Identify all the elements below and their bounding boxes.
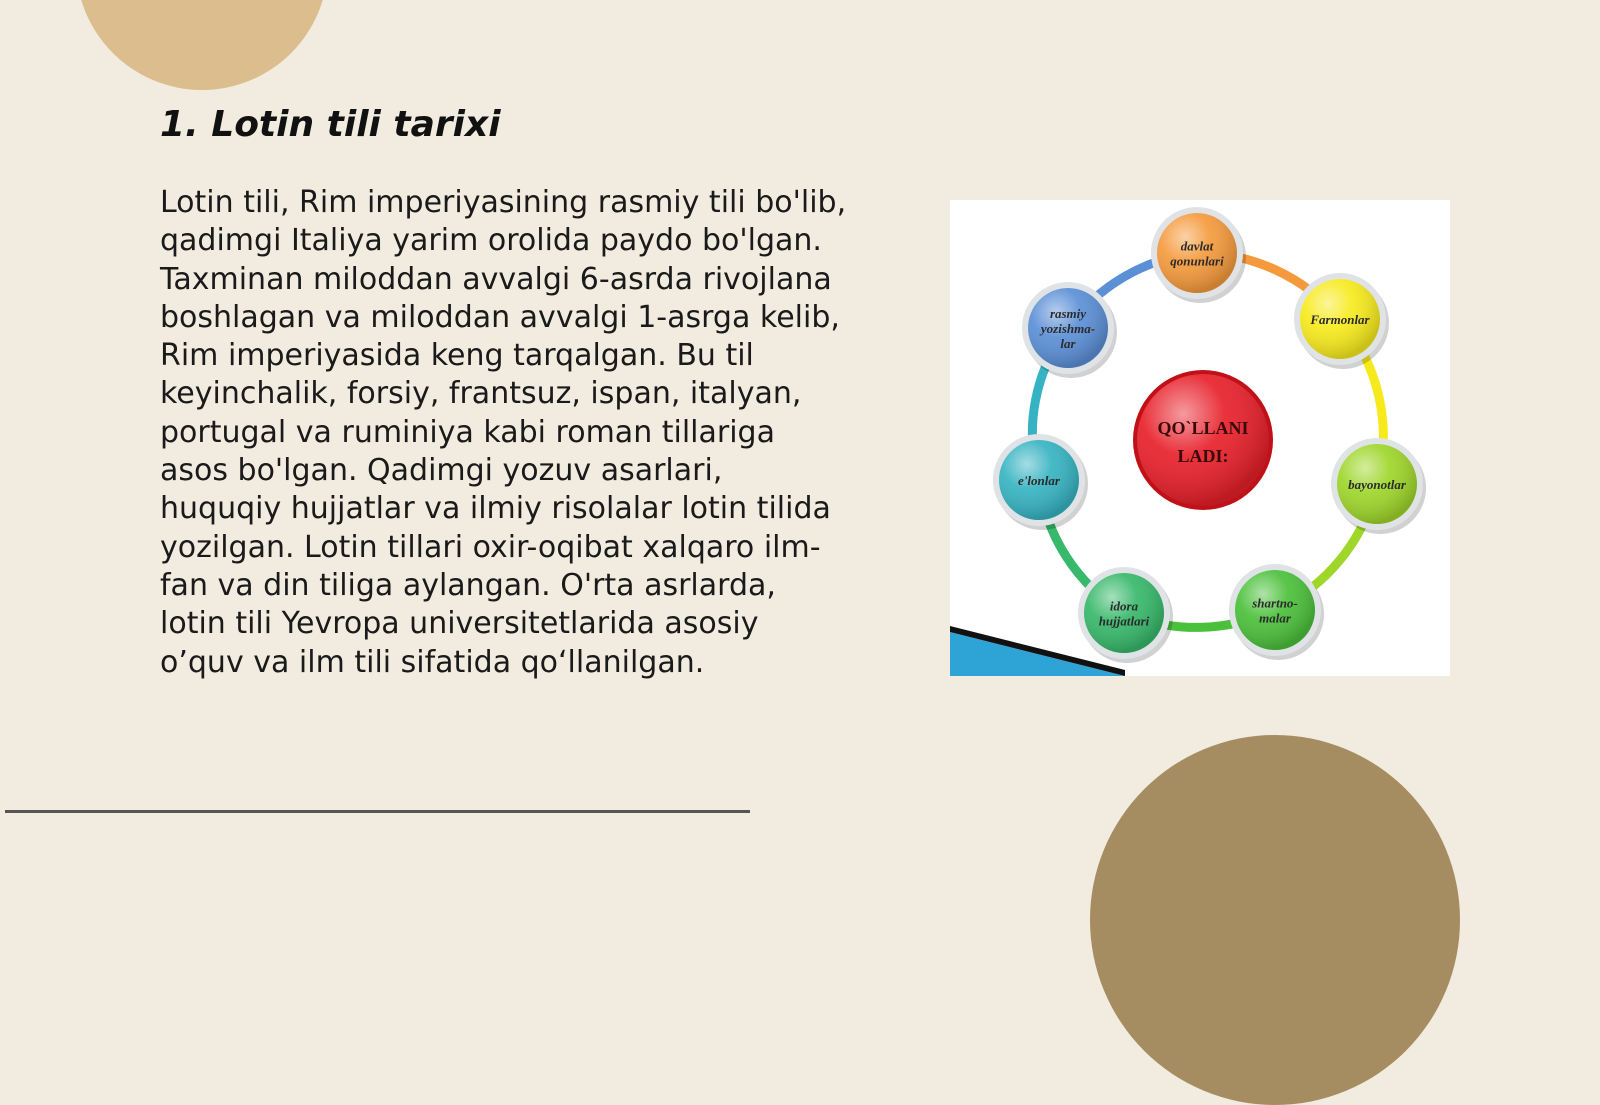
node-label: yozishma-: [1040, 321, 1096, 336]
diagram-node: [1294, 273, 1389, 369]
body-line: qadimgi Italiya yarim orolida paydo bo'lgan.: [160, 223, 822, 259]
diagram-node: [1331, 438, 1426, 534]
node-label: e'lonlar: [1018, 473, 1060, 488]
node-label: rasmiy: [1049, 306, 1087, 321]
diagram-node: [1151, 207, 1246, 303]
body-line: o’quv va ilm tili sifatida qo‘llanilgan.: [160, 644, 705, 680]
slide-body: [160, 184, 860, 682]
decorative-circle-bottom: [1090, 735, 1460, 1105]
node-label: malar: [1259, 610, 1291, 626]
body-line: fan va din tiligа aylangan. O'rta asrlarda,: [160, 567, 776, 603]
center-circle-shine: [1137, 374, 1269, 506]
decorative-circle-top: [76, 0, 328, 90]
body-line: boshlagan va miloddan avvalgi 1-asrga kelib,: [160, 299, 840, 335]
body-line: Taxminan miloddan avvalgi 6-asrda rivojlana: [160, 261, 832, 297]
node-label: hujjatlari: [1098, 613, 1150, 629]
node-label: lar: [1060, 336, 1076, 351]
slide-title: 1. Lotin tili tarixi: [160, 104, 501, 145]
node-label: shartno-: [1252, 595, 1298, 611]
usage-diagram: [950, 200, 1450, 676]
diagram-node: [1229, 564, 1324, 660]
center-label-line1: QO`LLANI: [1157, 418, 1249, 438]
node-label: idora: [1109, 598, 1139, 614]
diagram-node: [1078, 567, 1173, 663]
body-line: Rim imperiyasida keng tarqalgan. Bu til: [160, 338, 754, 374]
body-line: yozilgan. Lotin tillari oxir-oqibat xalqaro ilm-: [160, 529, 821, 565]
center-label-line2: LADI:: [1177, 446, 1229, 466]
body-line: lotin tili Yevropa universitetlarida asosiy: [160, 606, 759, 642]
node-label: bayonotlar: [1348, 477, 1406, 492]
node-label: qonunlari: [1170, 253, 1224, 269]
horizontal-divider: [5, 810, 750, 813]
body-line: Lotin tili, Rim imperiyasining rasmiy tili bo'lib,: [160, 185, 847, 220]
diagram-node: [993, 434, 1088, 530]
body-line: portugal va ruminiya kabi roman tillariga: [160, 414, 775, 450]
body-line: asos bo'lgan. Qadimgi yozuv asarlari,: [160, 453, 723, 489]
body-line: huquqiy hujjatlar va ilmiy risolalar lotin tilida: [160, 491, 831, 527]
node-label: Farmonlar: [1310, 312, 1370, 327]
body-line: keyinchalik, forsiy, frantsuz, ispan, italyan,: [160, 376, 802, 412]
node-label: davlat: [1180, 238, 1214, 254]
usage-diagram-svg: [950, 200, 1450, 676]
